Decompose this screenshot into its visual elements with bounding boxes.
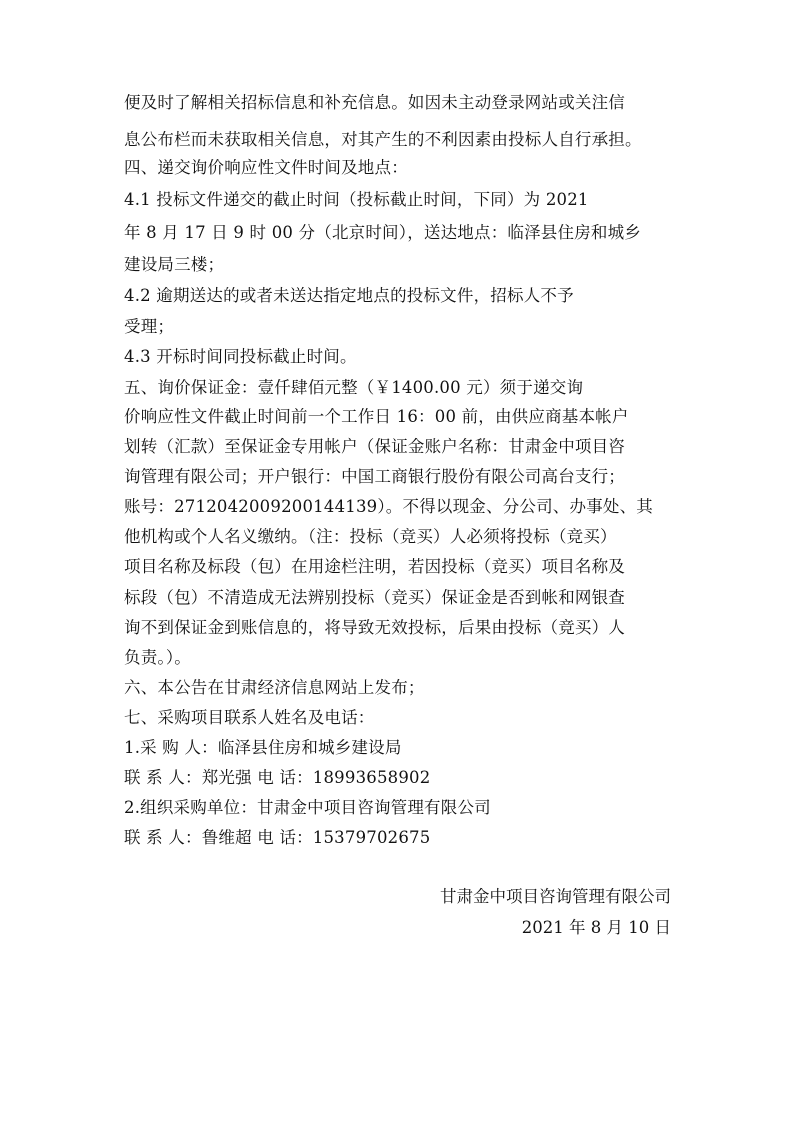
body-line: 受理； bbox=[124, 317, 175, 336]
body-line: 询不到保证金到账信息的，将导致无效投标，后果由投标（竞买）人 bbox=[124, 618, 625, 637]
body-line: 负责。）。 bbox=[124, 648, 191, 667]
section-heading: 七、采购项目联系人姓名及电话： bbox=[124, 708, 375, 727]
signature-company: 甘肃金中项目咨询管理有限公司 bbox=[440, 887, 671, 906]
signature-date: 2021 年 8 月 10 日 bbox=[521, 918, 671, 937]
body-line: 划转（汇款）至保证金专用帐户（保证金账户名称：甘肃金中项目咨 bbox=[124, 437, 625, 456]
section-heading: 四、递交询价响应性文件时间及地点： bbox=[124, 158, 408, 177]
body-line: 价响应性文件截止时间前一个工作日 16：00 前，由供应商基本帐户 bbox=[124, 407, 629, 426]
body-line: 他机构或个人名义缴纳。（注：投标（竞买）人必须将投标（竞买） bbox=[124, 527, 617, 546]
body-line: 询管理有限公司；开户银行：中国工商银行股份有限公司高台支行； bbox=[124, 467, 625, 486]
contact-agency: 2.组织采购单位：甘肃金中项目咨询管理有限公司 bbox=[124, 798, 491, 817]
contact-line: 联 系 人：鲁维超 电 话：15379702675 bbox=[124, 828, 431, 847]
body-line: 项目名称及标段（包）在用途栏注明，若因投标（竞买）项目名称及 bbox=[124, 557, 625, 576]
contact-purchaser: 1.采 购 人：临泽县住房和城乡建设局 bbox=[124, 738, 402, 757]
body-line: 年 8 月 17 日 9 时 00 分（北京时间），送达地点：临泽县住房和城乡 bbox=[124, 223, 641, 242]
body-line: 4.2 逾期送达的或者未送达指定地点的投标文件，招标人不予 bbox=[124, 286, 574, 305]
body-line: 4.3 开标时间同投标截止时间。 bbox=[124, 347, 357, 366]
body-line: 便及时了解相关招标信息和补充信息。如因未主动登录网站或关注信 bbox=[124, 93, 625, 112]
body-line: 建设局三楼； bbox=[124, 255, 225, 274]
section-heading: 六、本公告在甘肃经济信息网站上发布； bbox=[124, 678, 425, 697]
body-line: 4.1 投标文件递交的截止时间（投标截止时间，下同）为 2021 bbox=[124, 190, 589, 209]
body-line: 标段（包）不清造成无法辨别投标（竞买）保证金是否到帐和网银查 bbox=[124, 588, 625, 607]
section-heading: 五、询价保证金：壹仟肆佰元整（￥1400.00 元）须于递交询 bbox=[124, 378, 584, 397]
body-line: 息公布栏而未获取相关信息，对其产生的不利因素由投标人自行承担。 bbox=[124, 130, 642, 149]
body-line: 账号：2712042009200144139）。不得以现金、分公司、办事处、其 bbox=[124, 497, 654, 516]
contact-line: 联 系 人：郑光强 电 话：18993658902 bbox=[124, 768, 431, 787]
